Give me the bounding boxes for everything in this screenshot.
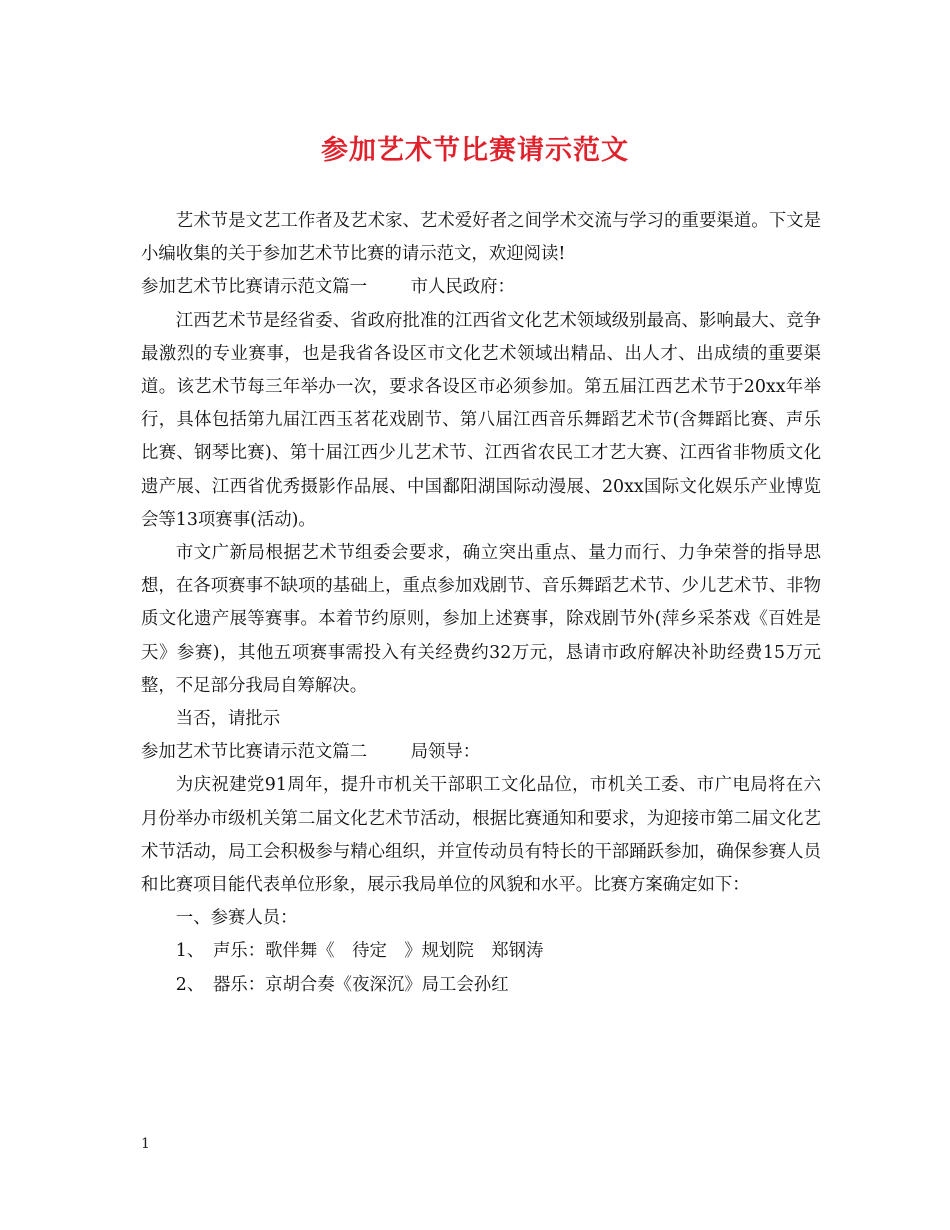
section1-heading-line (141, 271, 821, 304)
section2-addressee: 局领导： (410, 742, 481, 763)
document-body (141, 205, 821, 1002)
intro-paragraph: 艺术节是文艺工作者及艺术家、艺术爱好者之间学术交流与学习的重要渠道。下文是小编收集的关于参加艺术节比赛的请示范文，欢迎阅读! (141, 211, 821, 265)
section2-list-heading: 一、参赛人员： (175, 908, 298, 929)
section2-paragraph-1: 为庆祝建党91周年，提升市机关干部职工文化品位，市机关工委、市广电局将在六月份举办市级机关第二届文化艺术节活动，根据比赛通知和要求，为迎接市第二届文化艺术节活动，局工会积极参与精心组织，并宣传动员有特长的干部踊跃参加，确保参赛人员和比赛项目能代表单位形象，展示我局单位的风貌和水平。比赛方案确定如下： (141, 775, 821, 896)
section2-list-item-2: 2、 器乐：京胡合奏《夜深沉》局工会孙红 (175, 974, 509, 995)
section1-paragraph-1: 江西艺术节是经省委、省政府批准的江西省文化艺术领域级别最高、影响最大、竞争最激烈的专业赛事，也是我省各设区市文化艺术领域出精品、出人才、出成绩的重要渠道。该艺术节每三年举办一次，要求各设区市必须参加。第五届江西艺术节于20xx年举行，具体包括第九届江西玉茗花戏剧节、第八届江西音乐舞蹈艺术节(含舞蹈比赛、声乐比赛、钢琴比赛)、第十届江西少儿艺术节、江西省农民工才艺大赛、江西省非物质文化遗产展、江西省优秀摄影作品展、中国鄱阳湖国际动漫展、20xx国际文化娱乐产业博览会等13项赛事(活动)。 (141, 310, 821, 530)
page-number: 1 (141, 1136, 150, 1152)
section1-heading: 参加艺术节比赛请示范文篇一 (141, 277, 368, 298)
section2-list-item-1: 1、 声乐：歌伴舞《 待定 》规划院 郑钢涛 (175, 941, 544, 962)
section2-heading-line (141, 736, 821, 769)
section1-closing: 当否，请批示 (175, 709, 281, 730)
section1-addressee: 市人民政府： (410, 277, 515, 298)
document-title: 参加艺术节比赛请示范文 (321, 135, 629, 166)
section1-paragraph-2: 市文广新局根据艺术节组委会要求，确立突出重点、量力而行、力争荣誉的指导思想，在各项赛事不缺项的基础上，重点参加戏剧节、音乐舞蹈艺术节、少儿艺术节、非物质文化遗产展等赛事。本着节约原则，参加上述赛事，除戏剧节外(萍乡采茶戏《百姓是天》参赛)，其他五项赛事需投入有关经费约32万元，恳请市政府解决补助经费15万元整，不足部分我局自筹解决。 (141, 543, 821, 696)
section2-heading: 参加艺术节比赛请示范文篇二 (141, 742, 368, 763)
